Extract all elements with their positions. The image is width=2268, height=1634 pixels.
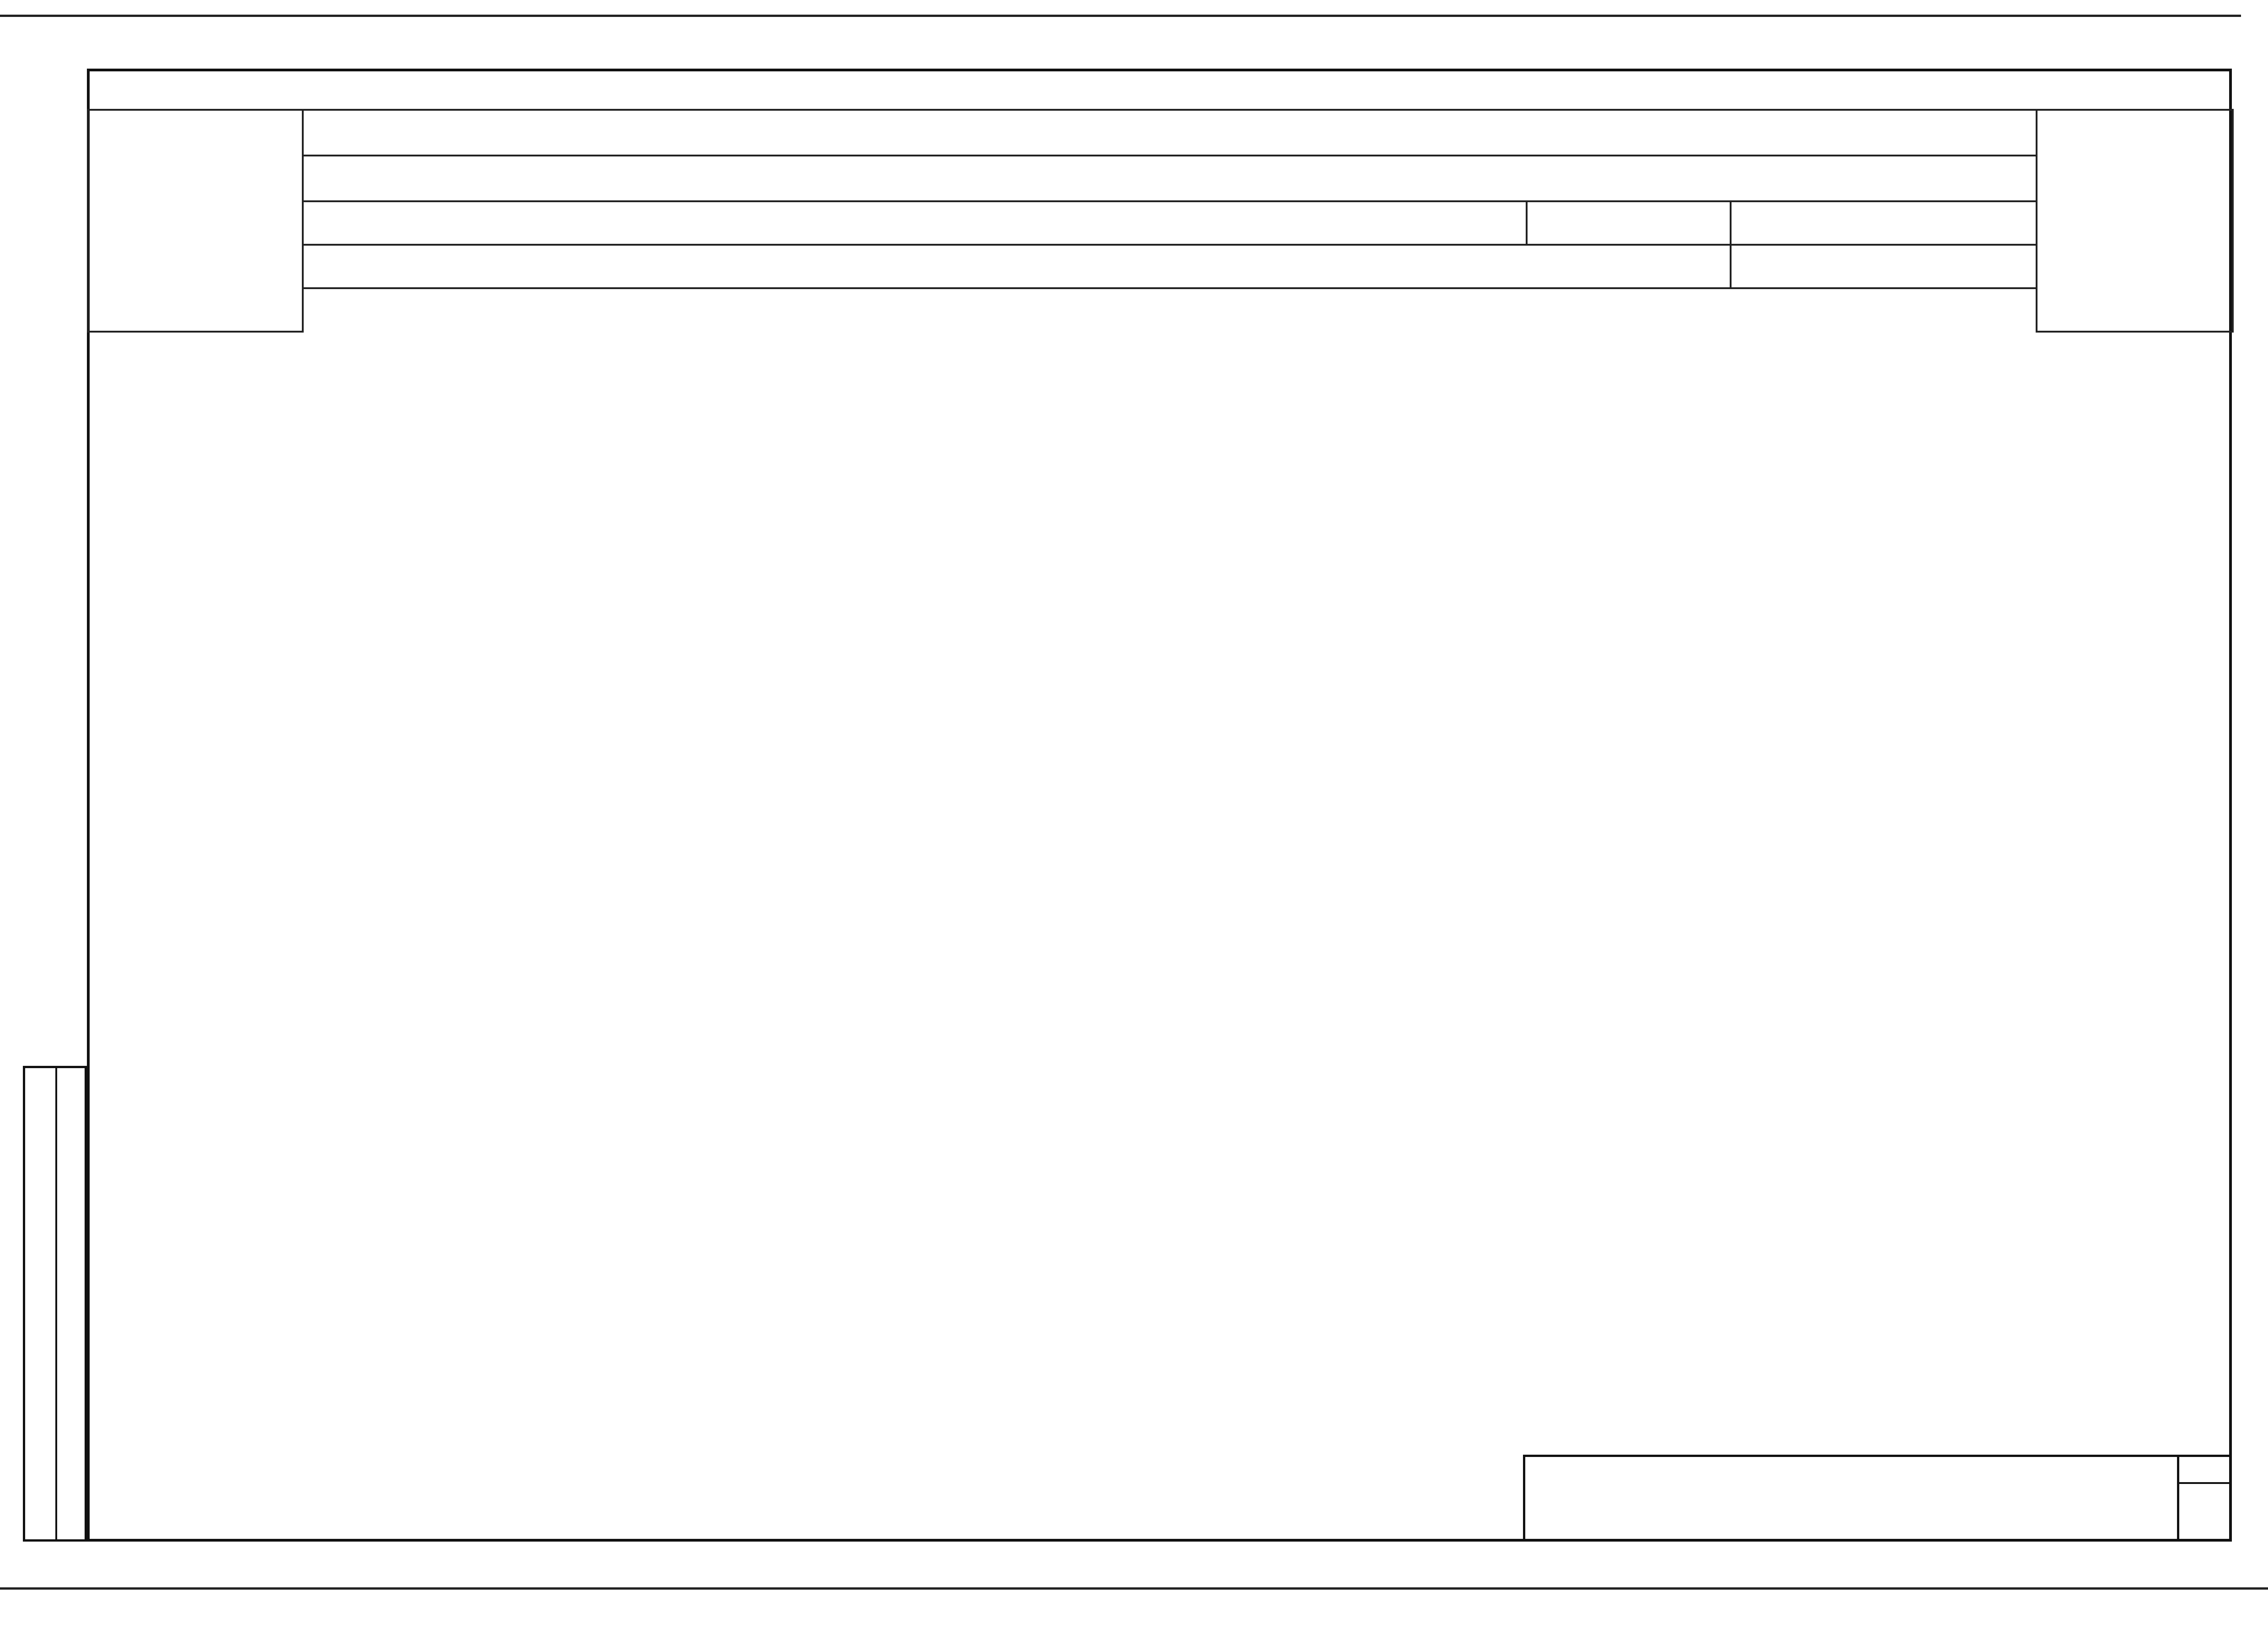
class-a1-header <box>1527 201 1731 245</box>
title-block <box>1523 1455 2232 1542</box>
top-border-line <box>0 15 2241 17</box>
class-a3-header <box>303 201 1527 245</box>
sheet-box <box>2177 1455 2232 1542</box>
total-header <box>2037 110 2233 332</box>
gost-bp-header <box>1731 245 2037 288</box>
class-bp1-header <box>1731 201 2037 245</box>
gost-a-header <box>303 245 1731 288</box>
bottom-border-line <box>0 1587 2268 1590</box>
table-body <box>88 332 2233 1407</box>
table-header <box>88 110 2233 332</box>
side-strip-divider <box>55 1068 57 1539</box>
mark-header <box>88 110 303 332</box>
group-title <box>303 110 2037 156</box>
sheet-divider <box>2177 1482 2232 1484</box>
column-header-row <box>88 288 2233 332</box>
rebar-specification-table <box>87 109 2234 1408</box>
side-approval-strip <box>23 1066 87 1542</box>
subgroup-title <box>303 156 2037 201</box>
